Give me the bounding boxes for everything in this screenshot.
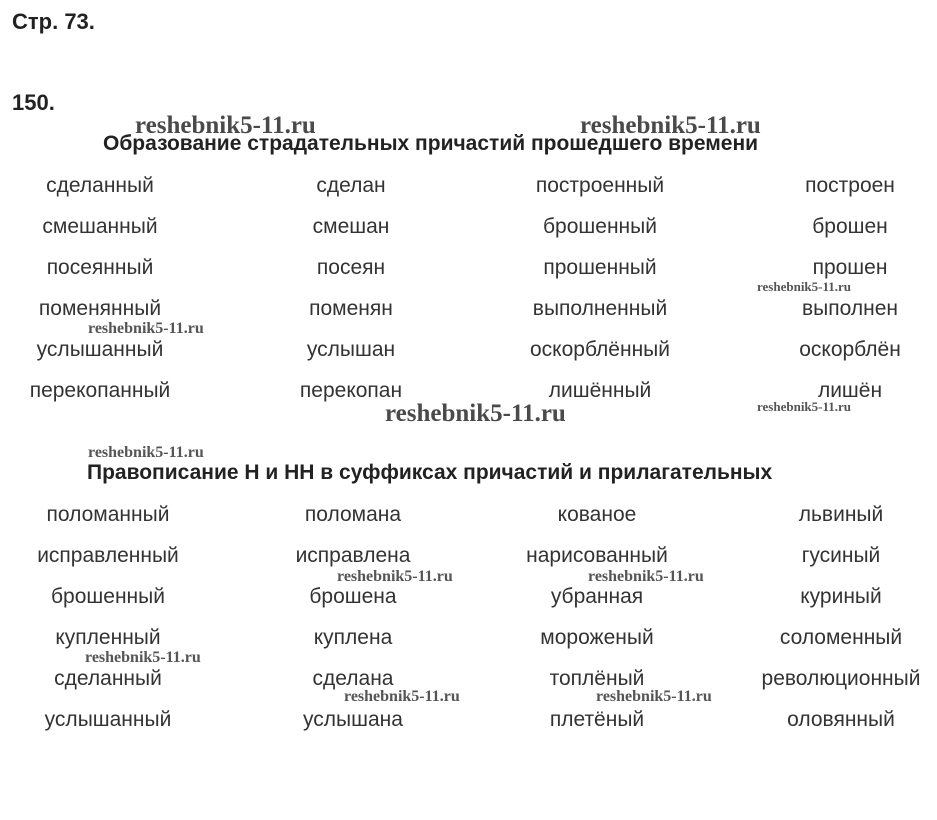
word-cell: поломана (304, 503, 402, 526)
word-cell: соломенный (779, 626, 903, 649)
word-cell: перекопан (299, 379, 403, 402)
page-number: Стр. 73. (12, 9, 95, 34)
watermark: reshebnik5-11.ru (588, 568, 704, 585)
word-cell: мороженый (540, 626, 654, 649)
word-cell: убранная (550, 585, 644, 608)
word-cell: выполнен (802, 297, 898, 320)
word-cell: куплена (313, 626, 393, 649)
watermark: reshebnik5-11.ru (385, 400, 566, 427)
word-cell: перекопанный (29, 379, 171, 402)
word-cell: нарисованный (526, 544, 668, 567)
watermark: reshebnik5-11.ru (88, 320, 204, 337)
word-cell: услышанный (44, 708, 172, 731)
word-cell: посеянный (46, 256, 154, 279)
word-cell: сделанный (54, 667, 162, 690)
word-cell: сделанный (46, 174, 154, 197)
word-cell: услышан (306, 338, 396, 361)
word-cell: исправленный (37, 544, 179, 567)
word-cell: оловянный (787, 708, 895, 731)
word-cell: прошенный (543, 256, 657, 279)
watermark: reshebnik5-11.ru (85, 649, 201, 666)
word-cell: брошенный (51, 585, 165, 608)
word-cell: брошенный (543, 215, 657, 238)
watermark: reshebnik5-11.ru (135, 112, 316, 139)
word-cell: услышана (303, 708, 403, 731)
word-cell: поменянный (38, 297, 162, 320)
word-cell: выполненный (532, 297, 668, 320)
word-cell: лишённый (548, 379, 652, 402)
word-cell: сделана (312, 667, 394, 690)
word-cell: брошен (812, 215, 888, 238)
word-cell: куриный (800, 585, 882, 608)
exercise-number: 150. (12, 90, 55, 115)
word-cell: революционный (761, 667, 921, 690)
word-cell: построенный (535, 174, 665, 197)
word-cell: лишён (817, 379, 883, 402)
word-cell: брошена (309, 585, 397, 608)
word-cell: сделан (316, 174, 386, 197)
word-cell: оскорблённый (530, 338, 670, 361)
word-cell: кованое (557, 503, 637, 526)
word-cell: оскорблён (799, 338, 901, 361)
word-cell: смешанный (42, 215, 158, 238)
word-cell: построен (805, 174, 895, 197)
watermark: reshebnik5-11.ru (596, 688, 712, 705)
word-cell: плетёный (549, 708, 645, 731)
watermark: reshebnik5-11.ru (757, 279, 852, 294)
word-cell: поменян (309, 297, 393, 320)
section-title-participle-formation: Образование страдательных причастий прошедшего времени (103, 132, 759, 155)
word-cell: львиный (798, 503, 884, 526)
word-cell: услышанный (36, 338, 164, 361)
word-cell: посеян (316, 256, 386, 279)
watermark: reshebnik5-11.ru (344, 688, 460, 705)
word-cell: купленный (55, 626, 161, 649)
watermark: reshebnik5-11.ru (580, 112, 761, 139)
watermark: reshebnik5-11.ru (757, 399, 852, 414)
word-cell: прошен (812, 256, 888, 279)
word-cell: гусиный (801, 544, 881, 567)
watermark: reshebnik5-11.ru (337, 568, 453, 585)
section-title-n-nn-spelling: Правописание Н и НН в суффиксах причастий и прилагательных (87, 461, 773, 484)
word-cell: исправлена (295, 544, 411, 567)
word-cell: смешан (312, 215, 390, 238)
watermark: reshebnik5-11.ru (88, 444, 204, 461)
word-cell: топлёный (549, 667, 645, 690)
word-cell: поломанный (46, 503, 170, 526)
